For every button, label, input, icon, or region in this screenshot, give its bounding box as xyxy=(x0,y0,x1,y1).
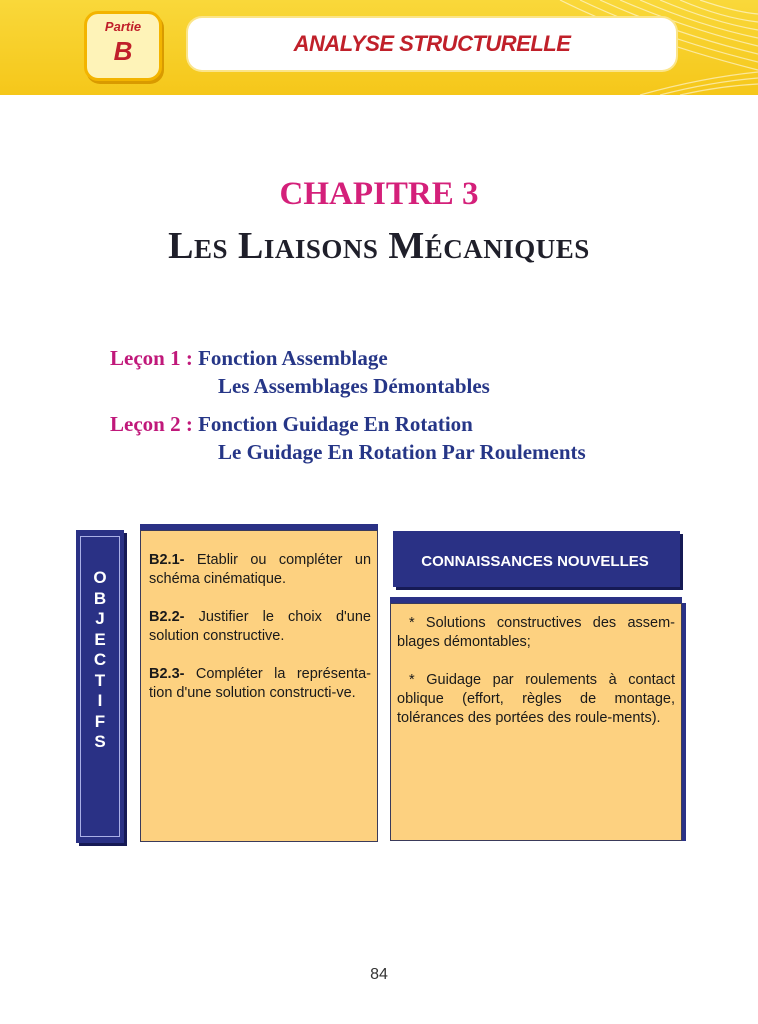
objectifs-letter: C xyxy=(93,650,107,669)
objectifs-letter: J xyxy=(95,609,105,628)
partie-letter: B xyxy=(113,36,133,66)
objectif-code: B2.1- xyxy=(149,552,185,568)
lesson-2-subtitle: Le Guidage En Rotation Par Roulements xyxy=(218,440,586,464)
objectifs-letter: S xyxy=(94,732,106,751)
objectif-code: B2.3- xyxy=(149,666,185,682)
connaissances-header xyxy=(393,531,680,587)
objectif-item xyxy=(149,665,371,703)
objectifs-letter: F xyxy=(94,711,106,731)
lesson-1-subtitle: Les Assemblages Démontables xyxy=(218,374,490,398)
lesson-2-label: Leçon 2 : xyxy=(110,412,193,436)
objectif-code: B2.2- xyxy=(149,609,185,625)
connaissance-item: * Solutions constructives des assem-blages démontables; xyxy=(397,615,675,650)
objectifs-letter: E xyxy=(94,629,106,649)
connaissance-item: * Guidage par roulements à contact oblique (effort, règles de montage, tolérances des portées des roule-ments). xyxy=(397,672,675,726)
lesson-2-title: Fonction Guidage En Rotation xyxy=(198,412,473,436)
partie-badge xyxy=(84,11,162,81)
objectifs-letter: O xyxy=(93,568,107,587)
chapter-number: CHAPITRE 3 xyxy=(279,176,479,212)
page-number: 84 xyxy=(370,966,388,983)
objectif-text: Compléter la représenta-tion d'une solution constructi-ve. xyxy=(149,666,371,701)
section-title: ANALYSE STRUCTURELLE xyxy=(293,31,571,56)
lesson-1-label: Leçon 1 : xyxy=(110,346,193,370)
partie-label: Partie xyxy=(104,19,142,34)
chapter-title: Les Liaisons Mécaniques xyxy=(168,225,590,267)
objectifs-bar xyxy=(76,530,124,843)
objectif-text: Justifier le choix d'une solution constructive. xyxy=(149,609,371,644)
objectifs-list xyxy=(149,551,371,722)
section-title-pill xyxy=(188,18,676,70)
connaissances-panel xyxy=(390,603,682,841)
lesson-2 xyxy=(110,412,473,437)
lesson-1-title: Fonction Assemblage xyxy=(198,346,388,370)
connaissances-header-text: CONNAISSANCES NOUVELLES xyxy=(421,553,649,570)
objectifs-letters xyxy=(76,568,124,753)
header-band xyxy=(0,0,758,95)
lesson-1 xyxy=(110,346,388,371)
objectifs-letter: B xyxy=(93,588,107,608)
objectif-text: Etablir ou compléter un schéma cinématique. xyxy=(149,552,372,587)
connaissances-list xyxy=(397,614,675,747)
objectifs-letter: T xyxy=(94,670,106,690)
objectifs-letter: I xyxy=(97,691,103,710)
objectif-item xyxy=(149,551,371,589)
objectif-item xyxy=(149,608,371,646)
objectifs-panel xyxy=(140,530,378,842)
